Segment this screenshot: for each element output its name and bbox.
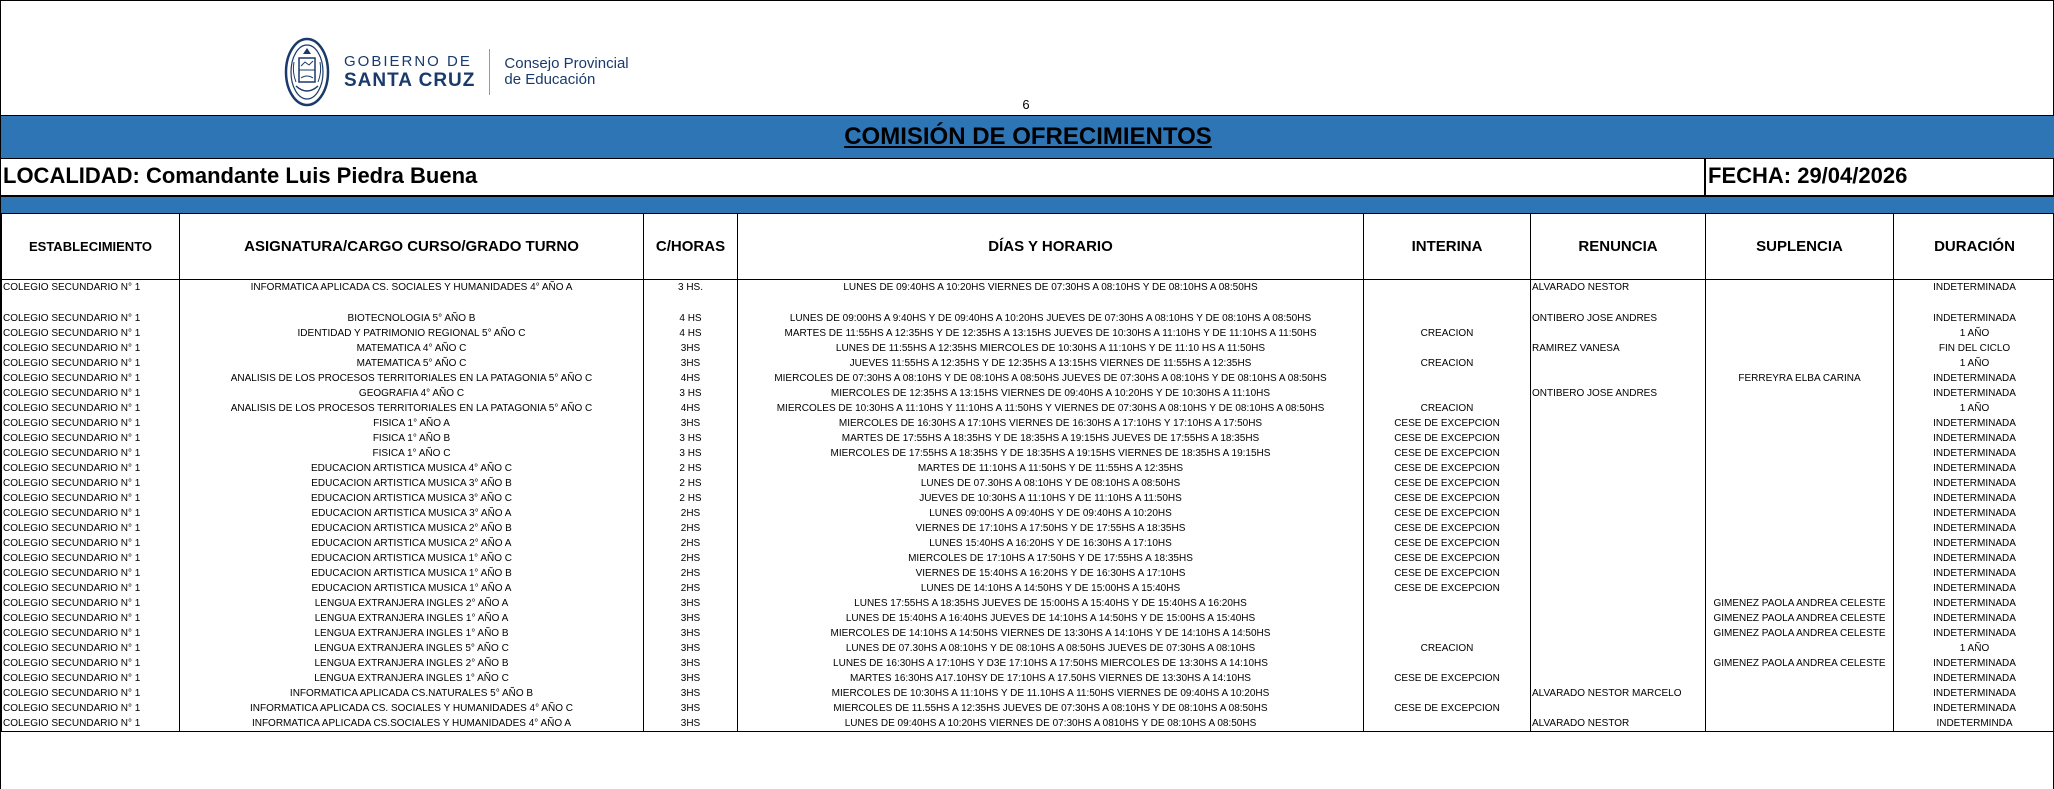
- cell-horario: LUNES DE 15:40HS A 16:40HS JUEVES DE 14:10HS A 14:50HS Y DE 15:00HS A 15:40HS: [738, 611, 1364, 626]
- cell-horas: 3HS: [644, 656, 738, 671]
- cell-horas: 3HS: [644, 686, 738, 701]
- header-horario: DÍAS Y HORARIO: [738, 214, 1364, 280]
- cell-duracion: INDETERMINADA: [1894, 551, 2054, 566]
- cell-horario: LUNES DE 09:40HS A 10:20HS VIERNES DE 07:30HS A 08:10HS Y DE 08:10HS A 08:50HS: [738, 280, 1364, 296]
- cell-horario: MIERCOLES DE 12:35HS A 13:15HS VIERNES DE 09:40HS A 10:20HS Y DE 10:30HS A 11:10HS: [738, 386, 1364, 401]
- cell-asignatura: MATEMATICA 4° AÑO C: [180, 341, 644, 356]
- cell-suplencia: [1706, 641, 1894, 656]
- cell-duracion: INDETERMINADA: [1894, 611, 2054, 626]
- cell-horas: 3HS: [644, 641, 738, 656]
- cell-duracion: INDETERMINADA: [1894, 416, 2054, 431]
- cell-duracion: INDETERMINADA: [1894, 701, 2054, 716]
- cell-suplencia: [1706, 716, 1894, 732]
- cell-suplencia: [1706, 536, 1894, 551]
- cell-interina: CESE DE EXCEPCION: [1364, 461, 1531, 476]
- cell-renuncia: [1531, 536, 1706, 551]
- table-row: [2, 341, 2054, 356]
- cell-horas: 2HS: [644, 521, 738, 536]
- cell-renuncia: ALVARADO NESTOR: [1531, 280, 1706, 296]
- cell-interina: CESE DE EXCEPCION: [1364, 446, 1531, 461]
- cell-establecimiento: COLEGIO SECUNDARIO N° 1: [2, 326, 180, 341]
- cell-interina: CESE DE EXCEPCION: [1364, 701, 1531, 716]
- cell-horas: 3HS: [644, 716, 738, 732]
- header-logo: [284, 36, 629, 108]
- cell-duracion: INDETERMINADA: [1894, 626, 2054, 641]
- cell-duracion: 1 AÑO: [1894, 326, 2054, 341]
- cell-horario: MARTES DE 17:55HS A 18:35HS Y DE 18:35HS A 19:15HS JUEVES DE 17:55HS A 18:35HS: [738, 431, 1364, 446]
- cell-asignatura: LENGUA EXTRANJERA INGLES 5° AÑO C: [180, 641, 644, 656]
- table-row: [2, 386, 2054, 401]
- cell-suplencia: [1706, 671, 1894, 686]
- cell-horas: 3HS: [644, 416, 738, 431]
- cell-horario: LUNES DE 16:30HS A 17:10HS Y D3E 17:10HS A 17:50HS MIERCOLES DE 13:30HS A 14:10HS: [738, 656, 1364, 671]
- offers-table: [1, 213, 2054, 732]
- table-row: [2, 401, 2054, 416]
- cell-asignatura: LENGUA EXTRANJERA INGLES 1° AÑO B: [180, 626, 644, 641]
- table-body: [2, 280, 2054, 732]
- cell-interina: [1364, 341, 1531, 356]
- cell-renuncia: [1531, 431, 1706, 446]
- cell-horas: 2 HS: [644, 476, 738, 491]
- cell-horas: 3HS: [644, 341, 738, 356]
- cell-renuncia: [1531, 371, 1706, 386]
- cell-horas: 3 HS: [644, 446, 738, 461]
- cell-horario: MARTES DE 11:55HS A 12:35HS Y DE 12:35HS A 13:15HS JUEVES DE 10:30HS A 11:10HS Y DE 11:10HS A 11:50HS: [738, 326, 1364, 341]
- cell-horario: MARTES 16:30HS A17.10HSY DE 17:10HS A 17.50HS VIERNES DE 13:30HS A 14:10HS: [738, 671, 1364, 686]
- table-row: [2, 295, 2054, 326]
- cell-establecimiento: COLEGIO SECUNDARIO N° 1: [2, 446, 180, 461]
- cell-horario: LUNES DE 09:40HS A 10:20HS VIERNES DE 07:30HS A 0810HS Y DE 08:10HS A 08:50HS: [738, 716, 1364, 732]
- cell-horario: MARTES DE 11:10HS A 11:50HS Y DE 11:55HS A 12:35HS: [738, 461, 1364, 476]
- cell-interina: CREACION: [1364, 401, 1531, 416]
- cell-renuncia: [1531, 671, 1706, 686]
- cell-horas: 4HS: [644, 401, 738, 416]
- cell-horas: 3HS: [644, 611, 738, 626]
- cell-suplencia: [1706, 476, 1894, 491]
- cell-duracion: FIN DEL CICLO: [1894, 341, 2054, 356]
- cell-asignatura: ANALISIS DE LOS PROCESOS TERRITORIALES EN LA PATAGONIA 5° AÑO C: [180, 401, 644, 416]
- cell-suplencia: [1706, 446, 1894, 461]
- cell-establecimiento: COLEGIO SECUNDARIO N° 1: [2, 701, 180, 716]
- cell-renuncia: [1531, 401, 1706, 416]
- table-row: [2, 446, 2054, 461]
- cell-renuncia: [1531, 551, 1706, 566]
- header-renuncia: RENUNCIA: [1531, 214, 1706, 280]
- cell-establecimiento: COLEGIO SECUNDARIO N° 1: [2, 461, 180, 476]
- cell-horas: 3 HS: [644, 386, 738, 401]
- cell-renuncia: [1531, 326, 1706, 341]
- cell-interina: [1364, 295, 1531, 326]
- header-establecimiento: ESTABLECIMIENTO: [2, 214, 180, 280]
- cell-establecimiento: COLEGIO SECUNDARIO N° 1: [2, 295, 180, 326]
- cell-suplencia: [1706, 341, 1894, 356]
- cell-establecimiento: COLEGIO SECUNDARIO N° 1: [2, 476, 180, 491]
- cell-duracion: 1 AÑO: [1894, 401, 2054, 416]
- cell-asignatura: INFORMATICA APLICADA CS. SOCIALES Y HUMANIDADES 4° AÑO C: [180, 701, 644, 716]
- cell-establecimiento: COLEGIO SECUNDARIO N° 1: [2, 341, 180, 356]
- cell-suplencia: [1706, 491, 1894, 506]
- cell-establecimiento: COLEGIO SECUNDARIO N° 1: [2, 491, 180, 506]
- cell-duracion: INDETERMINADA: [1894, 461, 2054, 476]
- cell-interina: CESE DE EXCEPCION: [1364, 581, 1531, 596]
- cell-establecimiento: COLEGIO SECUNDARIO N° 1: [2, 716, 180, 732]
- cell-establecimiento: COLEGIO SECUNDARIO N° 1: [2, 566, 180, 581]
- cell-duracion: INDETERMINADA: [1894, 476, 2054, 491]
- cell-horario: LUNES DE 11:55HS A 12:35HS MIERCOLES DE 10:30HS A 11:10HS Y DE 11:10 HS A 11:50HS: [738, 341, 1364, 356]
- table-header-row: [2, 214, 2054, 280]
- cell-asignatura: GEOGRAFIA 4° AÑO C: [180, 386, 644, 401]
- cell-establecimiento: COLEGIO SECUNDARIO N° 1: [2, 641, 180, 656]
- cell-asignatura: EDUCACION ARTISTICA MUSICA 3° AÑO C: [180, 491, 644, 506]
- cell-horario: MIERCOLES DE 16:30HS A 17:10HS VIERNES DE 16:30HS A 17:10HS Y 17:10HS A 17:50HS: [738, 416, 1364, 431]
- cell-duracion: INDETERMINDA: [1894, 716, 2054, 732]
- cell-establecimiento: COLEGIO SECUNDARIO N° 1: [2, 656, 180, 671]
- cell-asignatura: EDUCACION ARTISTICA MUSICA 2° AÑO A: [180, 536, 644, 551]
- cell-asignatura: EDUCACION ARTISTICA MUSICA 4° AÑO C: [180, 461, 644, 476]
- cell-asignatura: EDUCACION ARTISTICA MUSICA 2° AÑO B: [180, 521, 644, 536]
- cell-horas: 3HS: [644, 671, 738, 686]
- cell-establecimiento: COLEGIO SECUNDARIO N° 1: [2, 386, 180, 401]
- cell-duracion: INDETERMINADA: [1894, 581, 2054, 596]
- cell-duracion: INDETERMINADA: [1894, 506, 2054, 521]
- cell-interina: CESE DE EXCEPCION: [1364, 416, 1531, 431]
- cell-horario: LUNES DE 07.30HS A 08:10HS Y DE 08:10HS A 08:50HS: [738, 476, 1364, 491]
- cell-establecimiento: COLEGIO SECUNDARIO N° 1: [2, 280, 180, 296]
- cell-duracion: INDETERMINADA: [1894, 566, 2054, 581]
- cell-duracion: INDETERMINADA: [1894, 671, 2054, 686]
- cell-suplencia: [1706, 551, 1894, 566]
- cell-renuncia: [1531, 701, 1706, 716]
- cell-horario: MIERCOLES DE 17:55HS A 18:35HS Y DE 18:35HS A 19:15HS VIERNES DE 18:35HS A 19:15HS: [738, 446, 1364, 461]
- cell-suplencia: GIMENEZ PAOLA ANDREA CELESTE: [1706, 596, 1894, 611]
- cell-suplencia: [1706, 295, 1894, 326]
- cell-horas: 2HS: [644, 581, 738, 596]
- cell-asignatura: INFORMATICA APLICADA CS.NATURALES 5° AÑO B: [180, 686, 644, 701]
- cell-horario: MIERCOLES DE 10:30HS A 11:10HS Y DE 11.10HS A 11:50HS VIERNES DE 09:40HS A 10:20HS: [738, 686, 1364, 701]
- cell-horas: 2 HS: [644, 491, 738, 506]
- table-row: [2, 506, 2054, 521]
- cell-suplencia: [1706, 386, 1894, 401]
- cell-interina: CESE DE EXCEPCION: [1364, 671, 1531, 686]
- cell-suplencia: GIMENEZ PAOLA ANDREA CELESTE: [1706, 656, 1894, 671]
- header-asignatura: ASIGNATURA/CARGO CURSO/GRADO TURNO: [180, 214, 644, 280]
- cell-establecimiento: COLEGIO SECUNDARIO N° 1: [2, 356, 180, 371]
- cell-suplencia: [1706, 356, 1894, 371]
- table-row: [2, 641, 2054, 656]
- cell-duracion: INDETERMINADA: [1894, 446, 2054, 461]
- cell-interina: [1364, 386, 1531, 401]
- cell-interina: CESE DE EXCEPCION: [1364, 521, 1531, 536]
- cell-horario: JUEVES DE 10:30HS A 11:10HS Y DE 11:10HS A 11:50HS: [738, 491, 1364, 506]
- cell-renuncia: [1531, 626, 1706, 641]
- cell-asignatura: INFORMATICA APLICADA CS. SOCIALES Y HUMANIDADES 4° AÑO A: [180, 280, 644, 296]
- cell-suplencia: [1706, 686, 1894, 701]
- cell-duracion: 1 AÑO: [1894, 641, 2054, 656]
- cell-asignatura: LENGUA EXTRANJERA INGLES 1° AÑO A: [180, 611, 644, 626]
- table-row: [2, 536, 2054, 551]
- cell-suplencia: [1706, 401, 1894, 416]
- table-row: [2, 656, 2054, 671]
- cell-renuncia: ALVARADO NESTOR: [1531, 716, 1706, 732]
- cell-duracion: INDETERMINADA: [1894, 431, 2054, 446]
- table-row: [2, 491, 2054, 506]
- header-suplencia: SUPLENCIA: [1706, 214, 1894, 280]
- cell-horario: MIERCOLES DE 17:10HS A 17:50HS Y DE 17:55HS A 18:35HS: [738, 551, 1364, 566]
- cell-horas: 4 HS: [644, 295, 738, 326]
- cell-renuncia: [1531, 356, 1706, 371]
- table-row: [2, 701, 2054, 716]
- cell-horas: 3HS: [644, 596, 738, 611]
- top-border: [1, 0, 2054, 1]
- cell-renuncia: ALVARADO NESTOR MARCELO: [1531, 686, 1706, 701]
- cell-establecimiento: COLEGIO SECUNDARIO N° 1: [2, 671, 180, 686]
- cell-establecimiento: COLEGIO SECUNDARIO N° 1: [2, 686, 180, 701]
- cell-renuncia: [1531, 416, 1706, 431]
- cell-duracion: INDETERMINADA: [1894, 596, 2054, 611]
- cell-asignatura: BIOTECNOLOGIA 5° AÑO B: [180, 295, 644, 326]
- cell-renuncia: [1531, 491, 1706, 506]
- cell-renuncia: [1531, 521, 1706, 536]
- cell-interina: CESE DE EXCEPCION: [1364, 506, 1531, 521]
- header-horas: C/HORAS: [644, 214, 738, 280]
- cell-suplencia: [1706, 326, 1894, 341]
- table-row: [2, 671, 2054, 686]
- cell-renuncia: [1531, 656, 1706, 671]
- date-label: FECHA: 29/04/2026: [1708, 163, 1908, 188]
- cell-establecimiento: COLEGIO SECUNDARIO N° 1: [2, 581, 180, 596]
- cell-duracion: INDETERMINADA: [1894, 491, 2054, 506]
- cell-horas: 2HS: [644, 536, 738, 551]
- cell-renuncia: [1531, 476, 1706, 491]
- council-line-1: Consejo Provincial: [504, 55, 629, 72]
- cell-establecimiento: COLEGIO SECUNDARIO N° 1: [2, 611, 180, 626]
- cell-interina: CESE DE EXCEPCION: [1364, 566, 1531, 581]
- cell-suplencia: [1706, 701, 1894, 716]
- logo-separator: [489, 49, 490, 95]
- cell-horario: MIERCOLES DE 07:30HS A 08:10HS Y DE 08:10HS A 08:50HS JUEVES DE 07:30HS A 08:10HS Y DE 08:10HS A 08:50HS: [738, 371, 1364, 386]
- cell-suplencia: [1706, 416, 1894, 431]
- cell-renuncia: [1531, 641, 1706, 656]
- cell-suplencia: GIMENEZ PAOLA ANDREA CELESTE: [1706, 611, 1894, 626]
- table-row: [2, 716, 2054, 732]
- cell-horario: LUNES 09:00HS A 09:40HS Y DE 09:40HS A 10:20HS: [738, 506, 1364, 521]
- cell-asignatura: FISICA 1° AÑO A: [180, 416, 644, 431]
- cell-interina: [1364, 686, 1531, 701]
- cell-interina: [1364, 656, 1531, 671]
- cell-horario: LUNES DE 07.30HS A 08:10HS Y DE 08:10HS A 08:50HS JUEVES DE 07:30HS A 08:10HS: [738, 641, 1364, 656]
- table-row: [2, 416, 2054, 431]
- table-row: [2, 371, 2054, 386]
- cell-asignatura: EDUCACION ARTISTICA MUSICA 3° AÑO B: [180, 476, 644, 491]
- cell-renuncia: RAMIREZ VANESA: [1531, 341, 1706, 356]
- cell-duracion: INDETERMINADA: [1894, 686, 2054, 701]
- table-row: [2, 431, 2054, 446]
- page-number: 6: [1022, 97, 1030, 112]
- cell-horario: LUNES 17:55HS A 18:35HS JUEVES DE 15:00HS A 15:40HS Y DE 15:40HS A 16:20HS: [738, 596, 1364, 611]
- cell-suplencia: [1706, 566, 1894, 581]
- cell-suplencia: [1706, 280, 1894, 296]
- council-name: [504, 56, 628, 88]
- cell-asignatura: LENGUA EXTRANJERA INGLES 2° AÑO A: [180, 596, 644, 611]
- cell-horario: LUNES DE 09:00HS A 9:40HS Y DE 09:40HS A 10:20HS JUEVES DE 07:30HS A 08:10HS Y DE 08:10HS A 08:50HS: [738, 295, 1364, 326]
- cell-horas: 2HS: [644, 506, 738, 521]
- cell-duracion: INDETERMINADA: [1894, 656, 2054, 671]
- cell-interina: [1364, 716, 1531, 732]
- cell-horas: 2 HS: [644, 461, 738, 476]
- cell-asignatura: IDENTIDAD Y PATRIMONIO REGIONAL 5° AÑO C: [180, 326, 644, 341]
- cell-asignatura: LENGUA EXTRANJERA INGLES 2° AÑO B: [180, 656, 644, 671]
- cell-renuncia: ONTIBERO JOSE ANDRES: [1531, 386, 1706, 401]
- government-name: [344, 53, 475, 91]
- table-row: [2, 356, 2054, 371]
- cell-duracion: 1 AÑO: [1894, 356, 2054, 371]
- cell-renuncia: [1531, 461, 1706, 476]
- cell-horario: JUEVES 11:55HS A 12:35HS Y DE 12:35HS A 13:15HS VIERNES DE 11:55HS A 12:35HS: [738, 356, 1364, 371]
- cell-duracion: INDETERMINADA: [1894, 536, 2054, 551]
- cell-establecimiento: COLEGIO SECUNDARIO N° 1: [2, 521, 180, 536]
- cell-horario: LUNES 15:40HS A 16:20HS Y DE 16:30HS A 17:10HS: [738, 536, 1364, 551]
- cell-horario: MIERCOLES DE 14:10HS A 14:50HS VIERNES DE 13:30HS A 14:10HS Y DE 14:10HS A 14:50HS: [738, 626, 1364, 641]
- table-row: [2, 611, 2054, 626]
- table-row: [2, 686, 2054, 701]
- locality-row: [1, 159, 2054, 197]
- cell-asignatura: LENGUA EXTRANJERA INGLES 1° AÑO C: [180, 671, 644, 686]
- cell-interina: CESE DE EXCEPCION: [1364, 476, 1531, 491]
- cell-horario: VIERNES DE 17:10HS A 17:50HS Y DE 17:55HS A 18:35HS: [738, 521, 1364, 536]
- cell-horas: 2HS: [644, 551, 738, 566]
- cell-suplencia: [1706, 581, 1894, 596]
- cell-establecimiento: COLEGIO SECUNDARIO N° 1: [2, 431, 180, 446]
- cell-interina: CREACION: [1364, 641, 1531, 656]
- cell-horas: 3HS: [644, 701, 738, 716]
- cell-asignatura: EDUCACION ARTISTICA MUSICA 1° AÑO C: [180, 551, 644, 566]
- cell-interina: [1364, 371, 1531, 386]
- cell-establecimiento: COLEGIO SECUNDARIO N° 1: [2, 551, 180, 566]
- table-row: [2, 581, 2054, 596]
- cell-interina: CESE DE EXCEPCION: [1364, 551, 1531, 566]
- table-row: [2, 280, 2054, 296]
- separator-band: [1, 197, 2054, 213]
- table-row: [2, 551, 2054, 566]
- cell-horas: 3 HS.: [644, 280, 738, 296]
- cell-interina: CREACION: [1364, 326, 1531, 341]
- cell-renuncia: [1531, 581, 1706, 596]
- cell-asignatura: FISICA 1° AÑO C: [180, 446, 644, 461]
- logo-line-2: SANTA CRUZ: [344, 70, 476, 91]
- cell-horas: 3 HS: [644, 431, 738, 446]
- table-row: [2, 596, 2054, 611]
- cell-establecimiento: COLEGIO SECUNDARIO N° 1: [2, 536, 180, 551]
- cell-duracion: INDETERMINADA: [1894, 521, 2054, 536]
- cell-renuncia: [1531, 566, 1706, 581]
- table-row: [2, 521, 2054, 536]
- table-row: [2, 566, 2054, 581]
- council-line-2: de Educación: [504, 71, 596, 88]
- cell-interina: CESE DE EXCEPCION: [1364, 431, 1531, 446]
- table-row: [2, 626, 2054, 641]
- document-title: COMISIÓN DE OFRECIMIENTOS: [844, 123, 1212, 150]
- cell-establecimiento: COLEGIO SECUNDARIO N° 1: [2, 401, 180, 416]
- cell-duracion: INDETERMINADA: [1894, 371, 2054, 386]
- header-duracion: DURACIÓN: [1894, 214, 2054, 280]
- cell-suplencia: [1706, 521, 1894, 536]
- cell-horas: 4HS: [644, 371, 738, 386]
- cell-horas: 3HS: [644, 626, 738, 641]
- cell-establecimiento: COLEGIO SECUNDARIO N° 1: [2, 596, 180, 611]
- cell-asignatura: ANALISIS DE LOS PROCESOS TERRITORIALES EN LA PATAGONIA 5° AÑO C: [180, 371, 644, 386]
- cell-suplencia: [1706, 506, 1894, 521]
- cell-suplencia: FERREYRA ELBA CARINA: [1706, 371, 1894, 386]
- table-row: [2, 461, 2054, 476]
- logo-line-1: GOBIERNO DE: [344, 53, 472, 70]
- title-band: [1, 115, 2054, 159]
- cell-horario: LUNES DE 14:10HS A 14:50HS Y DE 15:00HS A 15:40HS: [738, 581, 1364, 596]
- cell-interina: CESE DE EXCEPCION: [1364, 491, 1531, 506]
- date-cell: [1704, 159, 2054, 195]
- cell-asignatura: FISICA 1° AÑO B: [180, 431, 644, 446]
- cell-interina: CREACION: [1364, 356, 1531, 371]
- cell-renuncia: [1531, 611, 1706, 626]
- cell-establecimiento: COLEGIO SECUNDARIO N° 1: [2, 626, 180, 641]
- table-row: [2, 476, 2054, 491]
- cell-duracion: INDETERMINADA: [1894, 295, 2054, 326]
- table-row: [2, 326, 2054, 341]
- cell-horas: 4 HS: [644, 326, 738, 341]
- cell-asignatura: EDUCACION ARTISTICA MUSICA 1° AÑO A: [180, 581, 644, 596]
- cell-suplencia: [1706, 461, 1894, 476]
- cell-renuncia: [1531, 446, 1706, 461]
- cell-asignatura: MATEMATICA 5° AÑO C: [180, 356, 644, 371]
- cell-horario: MIERCOLES DE 11.55HS A 12:35HS JUEVES DE 07:30HS A 08:10HS Y DE 08:10HS A 08:50HS: [738, 701, 1364, 716]
- cell-renuncia: ONTIBERO JOSE ANDRES: [1531, 295, 1706, 326]
- cell-horario: MIERCOLES DE 10:30HS A 11:10HS Y 11:10HS A 11:50HS Y VIERNES DE 07:30HS A 08:10HS Y DE 08:10HS A 08:50HS: [738, 401, 1364, 416]
- cell-interina: [1364, 611, 1531, 626]
- cell-asignatura: EDUCACION ARTISTICA MUSICA 3° AÑO A: [180, 506, 644, 521]
- header-interina: INTERINA: [1364, 214, 1531, 280]
- cell-renuncia: [1531, 596, 1706, 611]
- cell-renuncia: [1531, 506, 1706, 521]
- cell-horas: 2HS: [644, 566, 738, 581]
- cell-duracion: INDETERMINADA: [1894, 386, 2054, 401]
- cell-duracion: INDETERMINADA: [1894, 280, 2054, 296]
- cell-suplencia: [1706, 431, 1894, 446]
- cell-interina: [1364, 280, 1531, 296]
- cell-horas: 3HS: [644, 356, 738, 371]
- cell-asignatura: INFORMATICA APLICADA CS.SOCIALES Y HUMANIDADES 4° AÑO A: [180, 716, 644, 732]
- cell-interina: [1364, 596, 1531, 611]
- cell-establecimiento: COLEGIO SECUNDARIO N° 1: [2, 371, 180, 386]
- cell-interina: CESE DE EXCEPCION: [1364, 536, 1531, 551]
- cell-establecimiento: COLEGIO SECUNDARIO N° 1: [2, 506, 180, 521]
- cell-establecimiento: COLEGIO SECUNDARIO N° 1: [2, 416, 180, 431]
- cell-asignatura: EDUCACION ARTISTICA MUSICA 1° AÑO B: [180, 566, 644, 581]
- cell-horario: VIERNES DE 15:40HS A 16:20HS Y DE 16:30HS A 17:10HS: [738, 566, 1364, 581]
- cell-suplencia: GIMENEZ PAOLA ANDREA CELESTE: [1706, 626, 1894, 641]
- locality-label: LOCALIDAD: Comandante Luis Piedra Buena: [3, 163, 478, 188]
- cell-interina: [1364, 626, 1531, 641]
- santa-cruz-seal-icon: [284, 36, 330, 108]
